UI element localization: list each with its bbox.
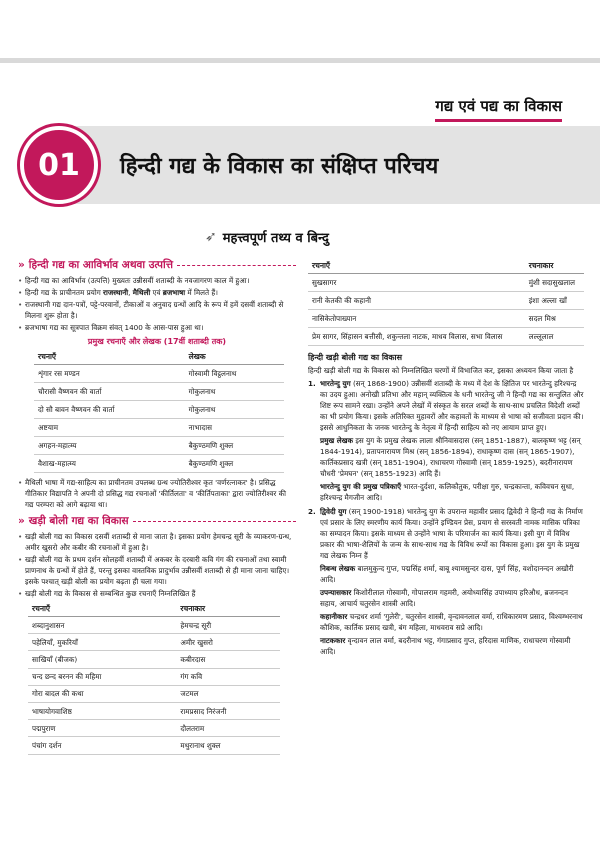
table-row xyxy=(34,383,284,401)
divider xyxy=(177,265,296,266)
cell: सदल मिश्र xyxy=(525,310,584,328)
cell: बैकुण्ठमणि शुक्ल xyxy=(185,455,284,473)
list-item: • खड़ी बोली गद्य के प्रथम दर्शन सोलहवीं शताब्दी में अकबर के दरबारी कवि गंग की रचनाओं तथा स्वामी प्राणनाथ के ग्रन्थों में होते हैं, परन्तु इसका वास्तविक प्रादुर्भाव उन्नीसवीं शताब्दी से ही माना जाना चाहिए। इसके पश्चात् खड़ी बोली का प्रयोग बढ़ता ही चला गया। xyxy=(18,554,296,587)
double-chevron-icon: » xyxy=(18,259,25,271)
cell: जटमल xyxy=(176,685,280,702)
cell: लल्लूलाल xyxy=(525,328,584,346)
table-row xyxy=(28,617,280,634)
cell: चौरासी वैष्णवन की वार्ता xyxy=(34,383,185,401)
phase-text: (सन् 1868-1900) उन्नीसवीं शताब्दी के मध्य में देश के क्षितिज पर भारतेन्दु हरिश्चन्द्र का उदय हुआ। अनोखी प्रतिभा और महान् व्यक्तित्व के धनी भारतेन्दु जी ने हिन्दी गद्य का सन्तुलित और शिष्ट रूप सामने रखा। उन्होंने अपने लेखों में संस्कृत के सरल शब्दों के साथ-साथ प्रचलित विदेशी शब्दों का भी प्रयोग किया। इसके अतिरिक्त मुहावरों और कहावतों के माध्यम से भाषा को सजीवता प्रदान की। इससे आधुनिकता के जनक भारतेन्दु के नेतृत्व में हिन्दी साहित्य को नए आयाम प्राप्त हुए। xyxy=(320,379,584,432)
chapter-title-bar xyxy=(60,126,600,204)
table-row xyxy=(28,720,280,737)
phase-magazines xyxy=(320,481,584,503)
cell: पंचांग दर्शन xyxy=(28,737,176,754)
list-item: • खड़ी बोली गद्य का विकास दसवीं शताब्दी से माना जाता है। इसका प्रयोग हेमचन्द्र सूरी के व्याकरण-ग्रन्थ, अमीर खुसरो और कबीर की रचनाओं में हुआ है। xyxy=(18,531,296,553)
label: उपन्यासकार xyxy=(320,588,352,597)
cell: इंशा अल्ला खाँ xyxy=(525,292,584,310)
column-header: रचनाएँ xyxy=(34,349,185,365)
cell: शृंगार रस मण्डन xyxy=(34,365,185,383)
double-chevron-icon: » xyxy=(18,515,25,527)
left-column xyxy=(18,258,296,755)
cell: गोस्वामी विट्ठलनाथ xyxy=(185,365,284,383)
table-row xyxy=(308,310,584,328)
label: नाटककार xyxy=(320,636,346,645)
facts-heading-text: महत्त्वपूर्ण तथ्य व बिन्दु xyxy=(222,231,329,246)
writer-category xyxy=(320,635,584,657)
text: भारत-दुर्दशा, कलिकौतुक, परीक्षा गुरु, चन्द्रकान्ता, कविवचन सुधा, हरिश्चन्द्र मैगजीन आदि। xyxy=(320,482,575,502)
section-heading-text: खड़ी बोली गद्य का विकास xyxy=(28,515,129,527)
cell: प्रेम सागर, सिंहासन बत्तीसी, शकुन्तला नाटक, माधव विलास, सभा विलास xyxy=(308,328,525,346)
table-row xyxy=(308,274,584,292)
section-header: गद्य एवं पद्य का विकास xyxy=(435,97,562,115)
cell: मथुरानाथ शुक्ल xyxy=(176,737,280,754)
divider xyxy=(133,521,296,522)
cell: अमीर खुसरो xyxy=(176,634,280,651)
writer-category xyxy=(320,587,584,609)
khadi-boli-intro: हिन्दी खड़ी बोली गद्य के विकास को निम्नलिखित चरणों में विभाजित कर, इसका अध्ययन किया जाता है xyxy=(308,366,574,375)
table-row xyxy=(34,401,284,419)
cell: गोकुलनाथ xyxy=(185,401,284,419)
works-table-continued xyxy=(308,258,584,346)
chapter-number: 01 xyxy=(20,126,98,204)
table-row xyxy=(28,668,280,685)
table-row xyxy=(28,651,280,668)
column-header: रचनाएँ xyxy=(308,258,525,274)
label: निबन्ध लेखक xyxy=(320,564,356,573)
table-row xyxy=(34,455,284,473)
table-row xyxy=(28,737,280,754)
list-number: 1. xyxy=(308,379,316,388)
column-header: लेखक xyxy=(185,349,284,365)
cell: शब्दानुशासन xyxy=(28,617,176,634)
cell: कबीरदास xyxy=(176,651,280,668)
cell: रानी केतकी की कहानी xyxy=(308,292,525,310)
phase-title: द्विवेदी युग xyxy=(320,507,347,516)
right-column xyxy=(308,258,584,660)
facts-heading xyxy=(205,228,329,246)
section-heading-origin xyxy=(18,260,296,271)
cell: पहेलियाँ, मुकरियाँ xyxy=(28,634,176,651)
table-row xyxy=(34,437,284,455)
cell: बैकुण्ठमणि शुक्ल xyxy=(185,437,284,455)
table-row xyxy=(28,634,280,651)
text: किशोरीलाल गोस्वामी, गोपालराम गहमरी, अयोध्यासिंह उपाध्याय हरिऔध, ब्रजनन्दन सहाय, आचार्य चतुरसेन शास्त्री आदि। xyxy=(320,588,568,608)
list-item: • ब्रजभाषा गद्य का सूत्रपात विक्रम संवत् 1400 के आस-पास हुआ था। xyxy=(18,322,296,333)
works-table-khadi xyxy=(28,601,280,755)
cell: गंग कवि xyxy=(176,668,280,685)
table-row xyxy=(28,685,280,702)
cell: मुंशी सदासुखलाल xyxy=(525,274,584,292)
arrow-icon: ➶ xyxy=(205,229,217,245)
bullet-list xyxy=(18,477,296,510)
list-item xyxy=(308,378,584,503)
list-item: • मैथिली भाषा में गद्य-साहित्य का प्राचीनतम उपलब्ध ग्रन्थ ज्योतिरीश्वर कृत 'वर्णरत्नाकर' है। प्रसिद्ध गीतिकार विद्यापति ने अपनी दो प्रसिद्ध गद्य रचनाओं 'कीर्तिलता' व 'कीर्तिपताका' द्वारा ज्योतिरीश्वर की गद्य परम्परा को आगे बढ़ाया था। xyxy=(18,477,296,510)
label: कहानीकार xyxy=(320,612,348,621)
cell: नाभादास xyxy=(185,419,284,437)
table-row xyxy=(308,328,584,346)
list-item: • हिन्दी गद्य के प्राचीनतम प्रयोग राजस्थानी, मैथिली एवं ब्रजभाषा में मिलते हैं। xyxy=(18,287,296,298)
section-heading-khadi xyxy=(18,516,296,527)
bullet-list xyxy=(18,275,296,333)
text: इस युग के प्रमुख लेखक लाला श्रीनिवासदास (सन् 1851-1887), बालकृष्ण भट्ट (सन् 1844-1914), प्रतापनारायण मिश्र (सन् 1856-1894), राधाकृष्ण दास (सन् 1865-1907), कार्तिकप्रसाद खत्री (सन् 1851-1904), राधाचरण गोस्वामी (सन् 1859-1925), बदरीनारायण चौधरी 'प्रेमघन' (सन् 1855-1923) आदि हैं। xyxy=(320,436,581,478)
cell: अगहन-महात्म्य xyxy=(34,437,185,455)
table-row xyxy=(28,702,280,719)
khadi-boli-heading: हिन्दी खड़ी बोली गद्य का विकास xyxy=(308,353,402,362)
cell: साखियाँ (बीजक) xyxy=(28,651,176,668)
text: वृन्दावन लाल वर्मा, बदरीनाथ भट्ट, गंगाप्रसाद गुप्त, हरिदास माणिक, राधाचरण गोस्वामी आदि। xyxy=(320,636,571,656)
list-item: • हिन्दी गद्य का आविर्भाव (उत्पत्ति) मुख्यतः उन्नीसवीं शताब्दी के नवजागरण काल में हुआ। xyxy=(18,275,296,286)
table-caption: प्रमुख रचनाएँ और लेखक (17वीं शताब्दी तक) xyxy=(87,337,227,346)
list-item: • राजस्थानी गद्य दान-पत्रों, पट्टे-परवानों, टीकाओं व अनुवाद ग्रन्थों आदि के रूप में हमें दसवीं शताब्दी से मिलना शुरू होता है। xyxy=(18,299,296,321)
cell: पद्मपुराण xyxy=(28,720,176,737)
label: भारतेन्दु युग की प्रमुख पत्रिकाएँ xyxy=(320,482,402,491)
cell: दौलतराम xyxy=(176,720,280,737)
cell: रामप्रसाद निरंजनी xyxy=(176,702,280,719)
column-header: रचनाकार xyxy=(525,258,584,274)
writer-category xyxy=(320,611,584,633)
table-row xyxy=(308,292,584,310)
phase-text: (सन् 1900-1918) भारतेन्दु युग के उपरान्त महावीर प्रसाद द्विवेदी ने हिन्दी गद्य के निर्माण एवं प्रसार के लिए स्मरणीय कार्य किया। उन्होंने इण्डियन प्रेस, प्रयाग से सरस्वती नामक मासिक पत्रिका का सम्पादन किया। इसके माध्यम से उन्होंने भाषा के परिमार्जन का कार्य किया। इसी युग में विविध प्रकार की भाषा-शैलियों के जन्म के साथ-साथ गद्य के विविध रूपों का विकास हुआ। इस युग के प्रमुख गद्य लेखक निम्न हैं xyxy=(320,507,583,560)
bullet-list xyxy=(18,531,296,599)
phase-list xyxy=(308,378,584,657)
list-number: 2. xyxy=(308,507,316,516)
table-row xyxy=(34,365,284,383)
top-rule xyxy=(0,58,600,63)
section-heading-text: हिन्दी गद्य का आविर्भाव अथवा उत्पत्ति xyxy=(28,259,173,271)
cell: चन्द छन्द बरनन की महिमा xyxy=(28,668,176,685)
cell: वैशाख-महात्म्य xyxy=(34,455,185,473)
column-header: रचनाएँ xyxy=(28,601,176,617)
cell: अष्टयाम xyxy=(34,419,185,437)
phase-title: भारतेन्दु युग xyxy=(320,379,351,388)
list-item: • खड़ी बोली गद्य के विकास से सम्बन्धित कुछ रचनाएँ निम्नलिखित हैं xyxy=(18,588,296,599)
cell: भाषायोगवाशिष्ठ xyxy=(28,702,176,719)
column-header: रचनाकार xyxy=(176,601,280,617)
writer-category xyxy=(320,563,584,585)
list-item xyxy=(308,506,584,657)
cell: सुखसागर xyxy=(308,274,525,292)
phase-authors xyxy=(320,435,584,479)
cell: नासिकेतोपाख्यान xyxy=(308,310,525,328)
works-table-17th xyxy=(34,349,284,473)
text: बालमुकुन्द गुप्त, पद्मसिंह शर्मा, बाबू श्यामसुन्दर दास, पूर्ण सिंह, वशोदानन्दन अखौरी आदि। xyxy=(320,564,574,584)
cell: दो सौ बावन वैष्णवन की वार्ता xyxy=(34,401,185,419)
table-row xyxy=(34,419,284,437)
text: चन्द्रधर शर्मा 'गुलेरी', चतुरसेन शास्त्री, वृन्दावनलाल वर्मा, राधिकारमण प्रसाद, विश्वम्भरनाथ कौशिक, कार्तिक प्रसाद खत्री, बंग महिला, माधवराव सप्रे आदि। xyxy=(320,612,583,632)
label: प्रमुख लेखक xyxy=(320,436,354,445)
chapter-title: हिन्दी गद्य के विकास का संक्षिप्त परिचय xyxy=(120,153,439,179)
cell: गोकुलनाथ xyxy=(185,383,284,401)
cell: गोरा बादल की कथा xyxy=(28,685,176,702)
cell: हेमचन्द्र सूरी xyxy=(176,617,280,634)
